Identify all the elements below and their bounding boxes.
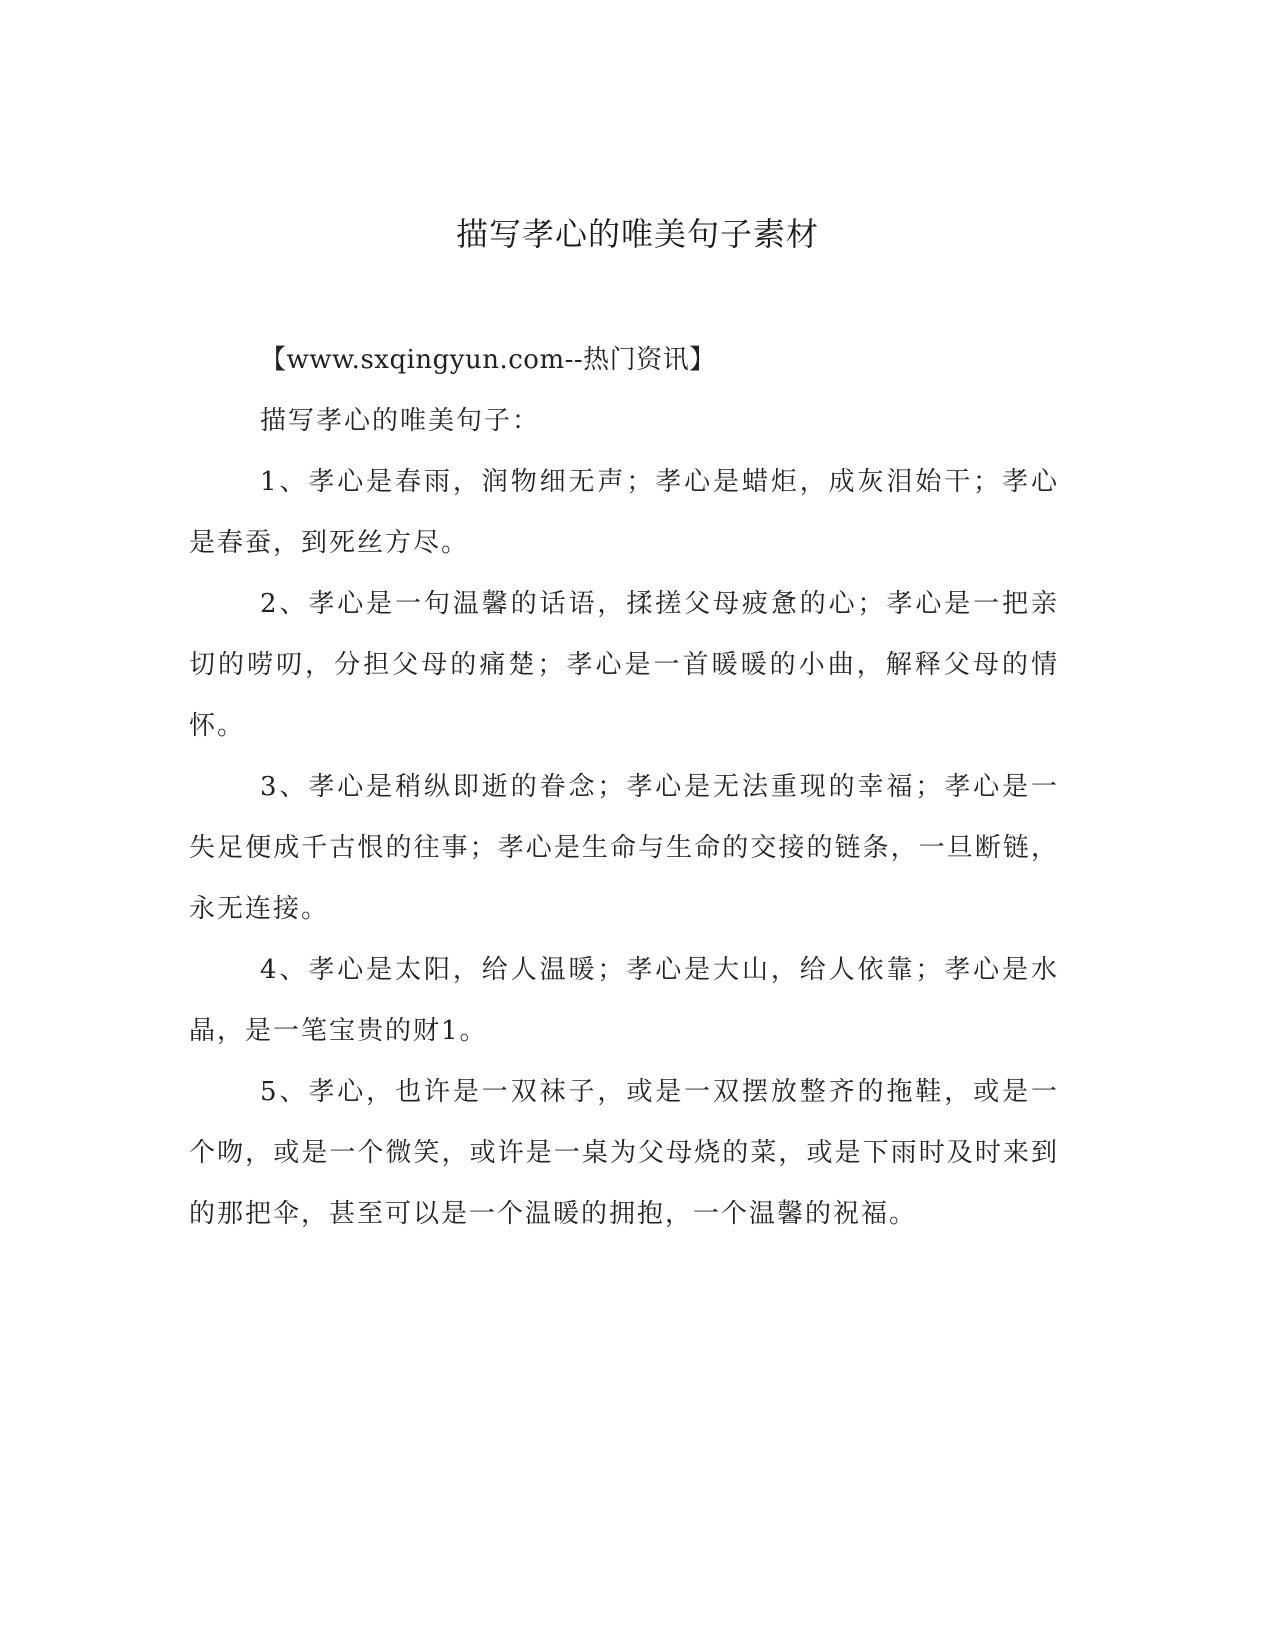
list-item: 1、孝心是春雨，润物细无声；孝心是蜡炬，成灰泪始干；孝心是春蚕，到死丝方尽。	[189, 467, 1059, 558]
document-body	[189, 330, 1059, 1245]
list-item: 3、孝心是稍纵即逝的眷念；孝心是无法重现的幸福；孝心是一失足便成千古恨的往事；孝心是生命与生命的交接的链条，一旦断链，永无连接。	[189, 772, 1059, 924]
list-item: 5、孝心，也许是一双袜子，或是一双摆放整齐的拖鞋，或是一个吻，或是一个微笑，或许是一桌为父母烧的菜，或是下雨时及时来到的那把伞，甚至可以是一个温暖的拥抱，一个温馨的祝福。	[189, 1077, 1059, 1229]
list-item: 2、孝心是一句温馨的话语，揉搓父母疲惫的心；孝心是一把亲切的唠叨，分担父母的痛楚；孝心是一首暖暖的小曲，解释父母的情怀。	[189, 589, 1059, 741]
document-title: 描写孝心的唯美句子素材	[455, 215, 819, 253]
list-item: 4、孝心是太阳，给人温暖；孝心是大山，给人依靠；孝心是水晶，是一笔宝贵的财1。	[189, 955, 1059, 1046]
intro-paragraph: 描写孝心的唯美句子：	[260, 406, 541, 436]
source-line: 【www.sxqingyun.com--热门资讯】	[260, 345, 716, 375]
